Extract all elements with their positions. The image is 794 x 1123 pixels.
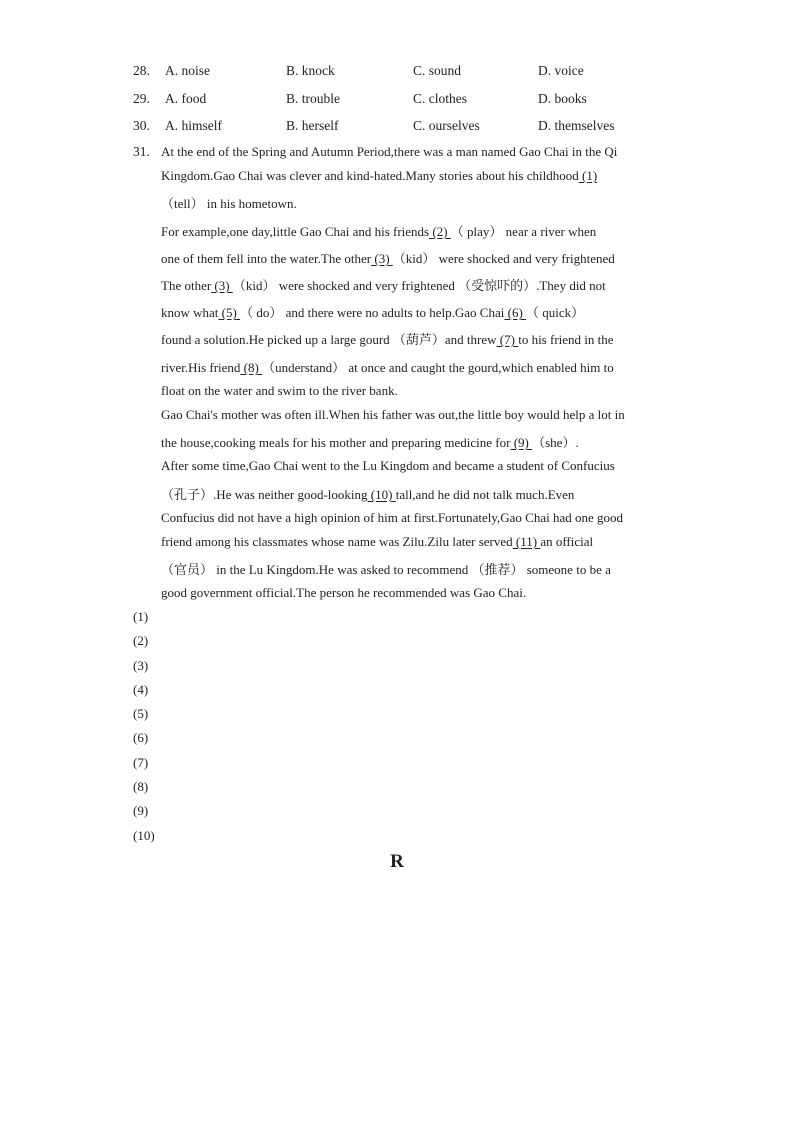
passage-text: tall,and he did not talk much.Even xyxy=(395,487,575,502)
passage-line xyxy=(161,144,671,160)
passage-line xyxy=(161,168,671,184)
answer-item[interactable]: (9) xyxy=(133,803,149,819)
passage-text: （ quick） xyxy=(526,305,585,320)
passage-text: river.His friend xyxy=(161,360,241,375)
passage-text: Confucius did not have a high opinion of him at first.Fortunately,Gao Chai had one good xyxy=(161,510,624,525)
option-c: C. ourselves xyxy=(413,118,480,133)
option-d: D. themselves xyxy=(538,118,615,133)
question-30-options xyxy=(133,118,693,138)
passage-line xyxy=(161,248,671,267)
blank-3[interactable]: (3) xyxy=(211,278,233,293)
passage-text: The other xyxy=(161,278,212,293)
passage-text: know what xyxy=(161,305,219,320)
blank-1[interactable]: (1) xyxy=(578,168,598,183)
passage-line xyxy=(161,559,671,578)
question-29-options xyxy=(133,91,693,111)
passage-text: float on the water and swim to the river bank. xyxy=(161,383,398,398)
answer-item[interactable]: (5) xyxy=(133,706,149,722)
option-b: B. trouble xyxy=(286,91,340,106)
question-28-options xyxy=(133,63,693,83)
option-b: B. herself xyxy=(286,118,339,133)
answer-item[interactable]: (1) xyxy=(133,609,149,624)
option-c: C. sound xyxy=(413,63,462,78)
option-d: D. books xyxy=(538,91,587,106)
answer-item[interactable]: (7) xyxy=(133,754,149,770)
passage-line xyxy=(161,302,671,321)
passage-text: to his friend in the xyxy=(518,332,614,347)
passage-line xyxy=(161,534,671,550)
answer-item[interactable]: (8) xyxy=(133,779,149,795)
passage-line xyxy=(161,585,671,601)
blank-10[interactable]: (10) xyxy=(367,487,396,502)
blank-8[interactable]: (8) xyxy=(240,360,263,375)
blank-7[interactable]: (7) xyxy=(496,332,519,347)
answer-item[interactable]: (6) xyxy=(133,730,149,746)
passage-text: the house,cooking meals for his mother and preparing medicine for xyxy=(161,435,511,450)
answer-item[interactable]: (3) xyxy=(133,657,149,673)
option-c: C. clothes xyxy=(413,91,467,106)
answer-item[interactable]: (10) xyxy=(133,827,155,843)
question-31-number: 31. xyxy=(133,144,150,159)
passage-line xyxy=(161,510,671,526)
passage-text: （she）. xyxy=(532,435,579,450)
answer-list xyxy=(133,608,155,851)
passage-text: Gao Chai's mother was often ill.When his father was out,the little boy would help a lot in xyxy=(161,407,625,422)
passage-text: good government official.The person he recommended was Gao Chai. xyxy=(161,585,527,600)
option-d: D. voice xyxy=(538,63,584,78)
blank-11[interactable]: (11) xyxy=(512,534,541,549)
passage-text: （kid） were shocked and very frightened （受惊吓的）.They did not xyxy=(232,278,606,293)
passage-text: （understand） at once and caught the gourd,which enabled him to xyxy=(262,360,614,375)
passage-line xyxy=(161,275,671,294)
blank-9[interactable]: (9) xyxy=(510,435,533,450)
blank-5[interactable]: (5) xyxy=(218,305,241,320)
option-b: B. knock xyxy=(286,63,335,78)
question-number: 30. xyxy=(133,118,150,133)
passage-text: one of them fell into the water.The other xyxy=(161,251,372,266)
blank-2[interactable]: (2) xyxy=(429,224,451,239)
passage-text: friend among his classmates whose name was Zilu.Zilu later served xyxy=(161,534,513,549)
passage-text: （官员） in the Lu Kingdom.He was asked to recommend （推荐） someone to be a xyxy=(161,562,611,577)
passage-line xyxy=(161,329,671,348)
passage-text: an official xyxy=(540,534,594,549)
passage-line xyxy=(161,221,671,240)
blank-3[interactable]: (3) xyxy=(371,251,393,266)
option-a: A. himself xyxy=(165,118,222,133)
passage-line xyxy=(161,193,671,212)
passage-text: （ play） near a river when xyxy=(450,224,597,239)
option-a: A. noise xyxy=(165,63,210,78)
passage-line xyxy=(161,484,671,503)
passage-line xyxy=(161,458,671,474)
answer-item[interactable]: (4) xyxy=(133,681,149,697)
footer-mark: R xyxy=(390,851,404,872)
passage-text: （tell） in his hometown. xyxy=(161,196,297,211)
passage-line xyxy=(161,407,671,423)
passage-text: （ do） and there were no adults to help.Gao Chai xyxy=(240,305,505,320)
passage-text: （kid） were shocked and very frightened xyxy=(392,251,615,266)
passage-text: At the end of the Spring and Autumn Period,there was a man named Gao Chai in the Qi xyxy=(161,144,618,159)
blank-6[interactable]: (6) xyxy=(504,305,527,320)
passage-text: After some time,Gao Chai went to the Lu Kingdom and became a student of Confucius xyxy=(161,458,615,473)
passage-text: For example,one day,little Gao Chai and his friends xyxy=(161,224,430,239)
question-number: 29. xyxy=(133,91,150,106)
passage-line xyxy=(161,432,671,451)
passage-line xyxy=(161,383,671,399)
question-number: 28. xyxy=(133,63,150,78)
passage-line xyxy=(161,357,671,376)
option-a: A. food xyxy=(165,91,207,106)
passage-text: （孔子）.He was neither good-looking xyxy=(161,487,368,502)
passage-text: found a solution.He picked up a large gourd （葫芦）and threw xyxy=(161,332,497,347)
passage-text: Kingdom.Gao Chai was clever and kind-hated.Many stories about his childhood xyxy=(161,168,579,183)
answer-item[interactable]: (2) xyxy=(133,633,149,649)
